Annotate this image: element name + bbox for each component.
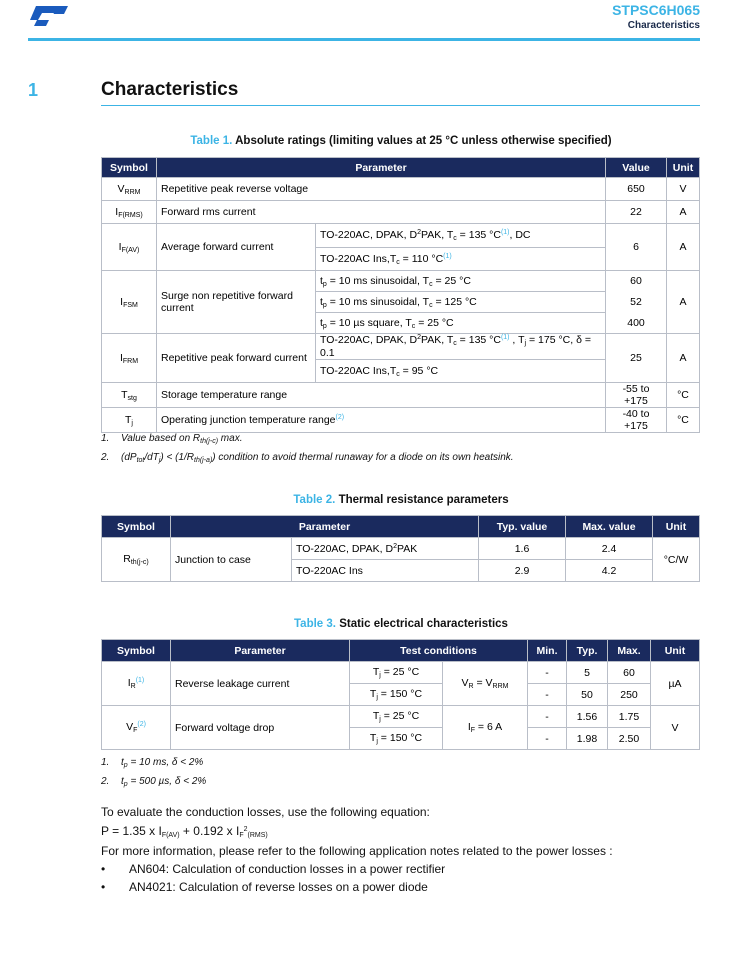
table3-static-electrical: Symbol Parameter Test conditions Min. Typ. Max. Unit $I_R^{(1)}$ Reverse leakage current $T_j = 25$ °C $V_R = V_{RRM}$ - 5 60 µA $T_j = 150$ °C - 50 250 $V_F^{(2)}$ Forward voltage drop $T_j = 25$ °C $I_F = 6$ A - 1.56 1.75 V $T_j = 150$ °C - 1.98 2.50 — [101, 639, 700, 750]
body-text-refer: For more information, please refer to the following application notes related to the power losses : — [101, 844, 613, 858]
body-text-intro: To evaluate the conduction losses, use the following equation: — [101, 805, 430, 819]
table-row: $T_{stg}$ Storage temperature range -55 to +175 °C — [102, 383, 700, 408]
table-row: TO-220AC Ins 2.9 4.2 — [102, 560, 700, 582]
table-row: $I_{FRM}$ Repetitive peak forward current TO-220AC, DPAK, $D^2PAK$, $T_c = 135$ °C$^{(1)}$ , $T_j = 175$ °C, δ = 0.1 25 A — [102, 334, 700, 360]
table-row: $I_{FSM}$ Surge non repetitive forward current $t_p = 10$ ms sinusoidal, $T_c = 25$ °C 60 A — [102, 271, 700, 292]
st-logo-icon — [28, 4, 70, 28]
table3-note-2: 2. $t_p = 500$ µs, δ < 2% — [101, 776, 207, 788]
table1-absolute-ratings: Symbol Parameter Value Unit $V_{RRM}$ Repetitive peak reverse voltage 650 V $I_{F(RMS)}$ Forward rms current 22 A $I_{F(AV)}$ Average forward current TO-220AC, DPAK, $D^2PAK$, $T_c = 135$ °C$^{(1)}$, DC 6 A TO-220AC $Ins,T_c = 110$ °C$^{(1)}$ $I_{FSM}$ Surge non repetitive forward current $t_p = 10$ ms sinusoidal, $T_c = 25$ °C 60 A $t_p = 10$ ms sinusoidal, $T_c = 125$ °C 52 $t_p = 10$ µs square, $T_c = 25$ °C 400 $I_{FRM}$ Repetitive peak forward current TO-220AC, DPAK, $D^2PAK$, $T_c = 135$ °C$^{(1)}$ , $T_j = 175$ °C, δ = 0.1 25 A TO-220AC $Ins,T_c = 95$ °C $T_{stg}$ Storage temperature range -55 to +175 °C $T_j$ Operating junction temperature range$^{(2)}$ -40 to +175 °C — [101, 157, 700, 433]
table-row: $T_j = 150$ °C - 50 250 — [102, 684, 700, 706]
table3-caption: Table 3. Static electrical characteristics — [294, 618, 508, 630]
section-rule — [101, 105, 700, 106]
list-item: • AN4021: Calculation of reverse losses on a power diode — [101, 880, 428, 894]
table1-caption: Table 1. Absolute ratings (limiting values at 25 °C unless otherwise specified) — [190, 135, 612, 147]
table1-note-1: 1. Value based on $R_{th(j-c)}$ max. — [101, 433, 243, 445]
table2-thermal-resistance: Symbol Parameter Typ. value Max. value Unit $R_{th(j-c)}$ Junction to case TO-220AC, DPAK, $D^2PAK$ 1.6 2.4 °C/W TO-220AC Ins 2.9 4.2 — [101, 515, 700, 582]
table3-note-1: 1. $t_p = 10$ ms, δ < 2% — [101, 757, 204, 769]
table-row: $T_j = 150$ °C - 1.98 2.50 — [102, 728, 700, 750]
table-row: $V_F^{(2)}$ Forward voltage drop $T_j = 25$ °C $I_F = 6$ A - 1.56 1.75 V — [102, 706, 700, 728]
table-row: $V_{RRM}$ Repetitive peak reverse voltage 650 V — [102, 178, 700, 201]
table-row: $T_j$ Operating junction temperature range$^{(2)}$ -40 to +175 °C — [102, 408, 700, 433]
conduction-loss-equation: P = 1.35 x $I_{F(AV)} + 0.192$ x $I_F^2_{(RMS)}$ — [101, 824, 268, 839]
table-row: $I_{F(RMS)}$ Forward rms current 22 A — [102, 201, 700, 224]
table-row: $I_R^{(1)}$ Reverse leakage current $T_j = 25$ °C $V_R = V_{RRM}$ - 5 60 µA — [102, 662, 700, 684]
part-number: STPSC6H065 — [612, 2, 700, 18]
list-item: • AN604: Calculation of conduction losses in a power rectifier — [101, 862, 446, 876]
table-row: $R_{th(j-c)}$ Junction to case TO-220AC, DPAK, $D^2PAK$ 1.6 2.4 °C/W — [102, 538, 700, 560]
table1-note-2: 2. $(dP_{tot}/dT_j) < (1/R_{th(j-a)})$ condition to avoid thermal runaway for a diode on its own heatsink. — [101, 452, 514, 464]
section-number: 1 — [28, 80, 39, 100]
header-section: Characteristics — [627, 20, 700, 31]
table-row: $I_{F(AV)}$ Average forward current TO-220AC, DPAK, $D^2PAK$, $T_c = 135$ °C$^{(1)}$, DC 6 A — [102, 224, 700, 248]
section-title: Characteristics — [101, 79, 239, 100]
header-rule — [28, 38, 700, 41]
table2-caption: Table 2. Thermal resistance parameters — [293, 494, 509, 506]
